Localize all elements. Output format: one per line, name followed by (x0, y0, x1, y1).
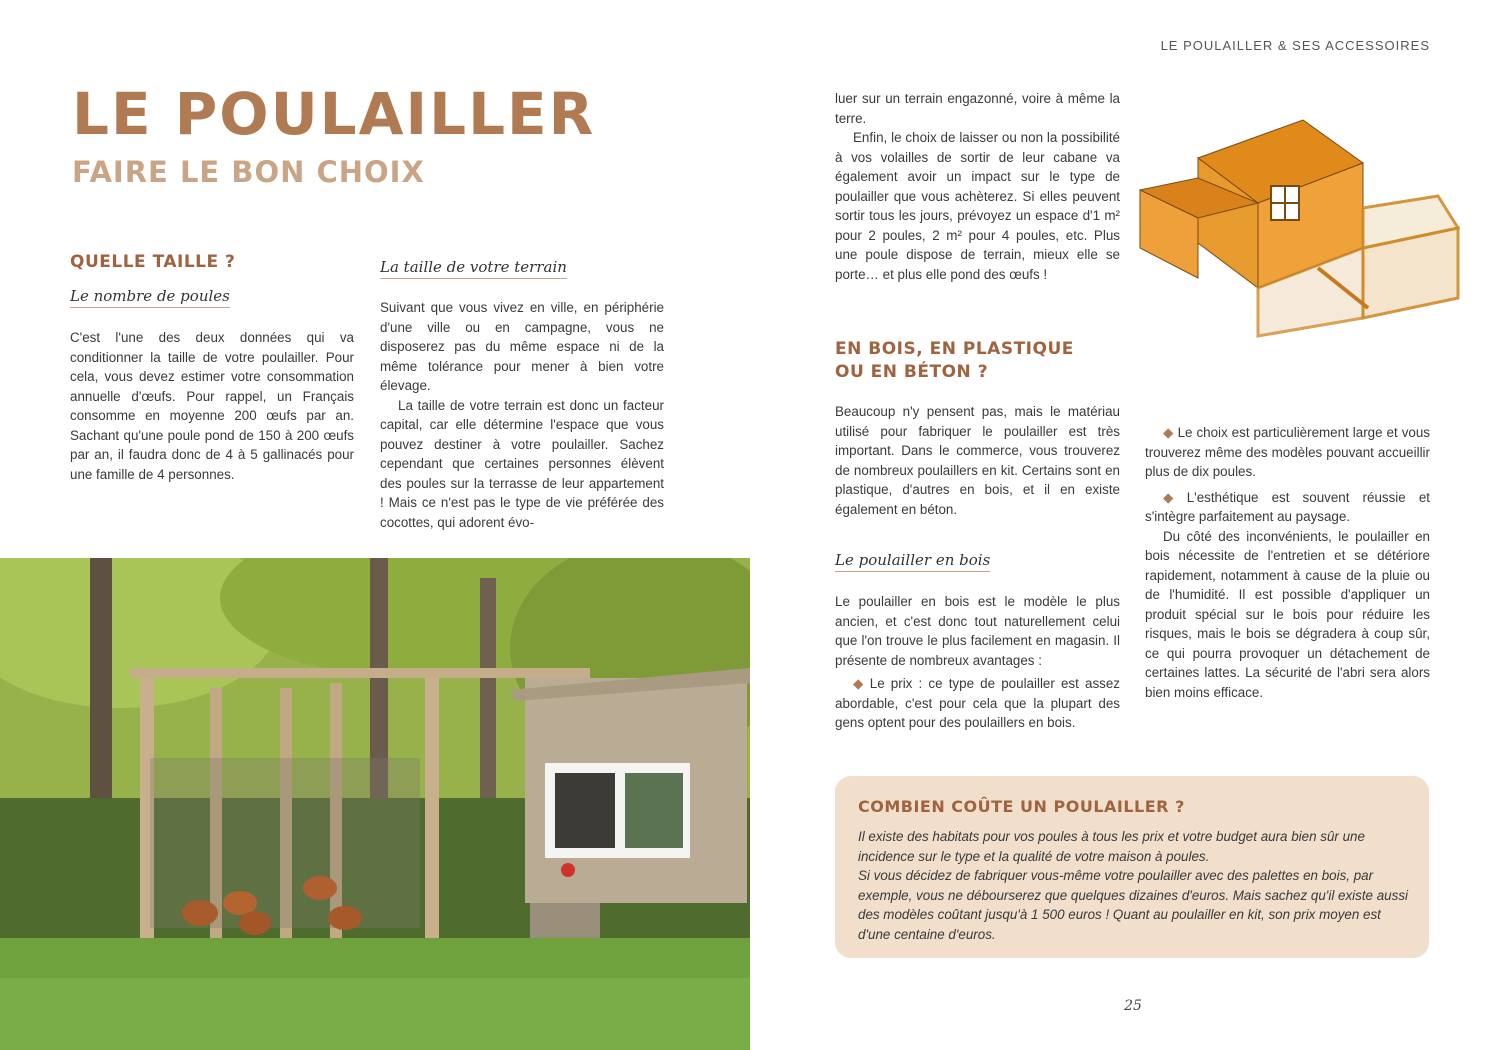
illustration-wooden-coop (1138, 118, 1460, 343)
paragraph-land-size: Suivant que vous vivez en ville, en périphérie d'une ville ou en campagne, vous ne disposerez pas du même espace ni de la même tolérance pour mener à bien votre élevage. La taille de votre terrain est donc un facteur capital, car elle détermine l'espace que vous pouvez destiner à votre poulailler. Sachez cependant que certaines personnes élèvent des poules sur la terrasse de leur appartement ! Mais ce n'est pas le type de vie préférée des cocottes, qui adorent évo- (380, 300, 664, 530)
bullet-icon: ◆ (853, 676, 866, 691)
page-subtitle: FAIRE LE BON CHOIX (72, 155, 425, 189)
paragraph-number-of-hens: C'est l'une des deux données qui va conditionner la taille de votre poulailler. Pour cela, vous devez estimer votre consommation annuelle d'œufs. Pour rappel, un Français consomme en moyenne 200 œufs par an. Sachant qu'une poule pond de 150 à 200 œufs par an, il faudra donc de 4 à 5 gallinacés pour une famille de 4 personnes. (70, 330, 354, 482)
subheading-land-size: La taille de votre terrain (380, 258, 567, 279)
price-box-title: COMBIEN COÛTE UN POULAILLER ? (858, 797, 1185, 816)
subheading-wooden-coop: Le poulailler en bois (835, 551, 990, 572)
photo-chicken-coop (0, 558, 750, 1050)
paragraph-advantages-drawbacks: ◆ Le choix est particulièrement large et vous trouverez même des modèles pouvant accueillir plus de dix poules. ◆ L'esthétique est souvent réussie et s'intègre parfaitement au paysage. Du côté des inconvénients, le poulailler en bois nécessite de l'entretien et se détériore rapidement, notamment à cause de la pluie ou de l'humidité. Il est possible d'appliquer un produit spécial sur le bois pour réduire les risques, mais le bois se dégradera à coup sûr, ce qui pourra provoquer un détachement de certaines lattes. La sécurité de l'abri sera alors bien moins efficace. (1145, 425, 1430, 700)
subheading-number-of-hens: Le nombre de poules (70, 287, 230, 308)
paragraph-land-size-continued: luer sur un terrain engazonné, voire à même la terre. Enfin, le choix de laisser ou non la possibilité à vos volailles de sortir de leur cabane va également avoir un impact sur le type de poulailler que vous achèterez. Si elles peuvent sortir tous les jours, prévoyez un espace d'1 m² pour 2 poules, 2 m² pour 4 poules, etc. Plus une poule dispose de terrain, mieux elle se porte… et plus elle pond des œufs ! (835, 91, 1120, 282)
bullet-icon: ◆ (1163, 425, 1174, 440)
paragraph-wooden-coop: Le poulailler en bois est le modèle le plus ancien, et c'est donc tout naturellement celui que l'on trouve le plus facilement en magasin. Il présente de nombreux avantages : ◆ Le prix : ce type de poulailler est assez abordable, c'est pour cela que la plupart des gens optent pour des poulaillers en bois. (835, 594, 1120, 730)
paragraph-material: Beaucoup n'y pensent pas, mais le matériau utilisé pour fabriquer le poulailler est très important. Dans le commerce, vous trouverez de nombreux poulaillers en kit. Certains sont en plastique, d'autres en bois, et il en existe également en béton. (835, 404, 1120, 517)
price-box-text: Il existe des habitats pour vos poules à tous les prix et votre budget aura bien sûr une incidence sur le type et la qualité de votre maison à poules. Si vous décidez de fabriquer vous-même votre poulailler avec des palettes en bois, par exemple, vous ne débourserez que quelques dizaines d'euros. Mais sachez qu'il existe aussi des modèles coûtant jusqu'à 1 500 euros ! Quant au poulailler en kit, son prix moyen est d'une centaine d'euros. (858, 829, 1408, 942)
section-heading-size: QUELLE TAILLE ? (70, 252, 236, 272)
bullet-icon: ◆ (1163, 489, 1183, 505)
page-title: LE POULAILLER (72, 80, 596, 148)
running-head: LE POULAILLER & SES ACCESSOIRES (1160, 38, 1430, 53)
page-number: 25 (1124, 998, 1142, 1014)
section-heading-material: EN BOIS, EN PLASTIQUE OU EN BÉTON ? (835, 339, 1074, 382)
